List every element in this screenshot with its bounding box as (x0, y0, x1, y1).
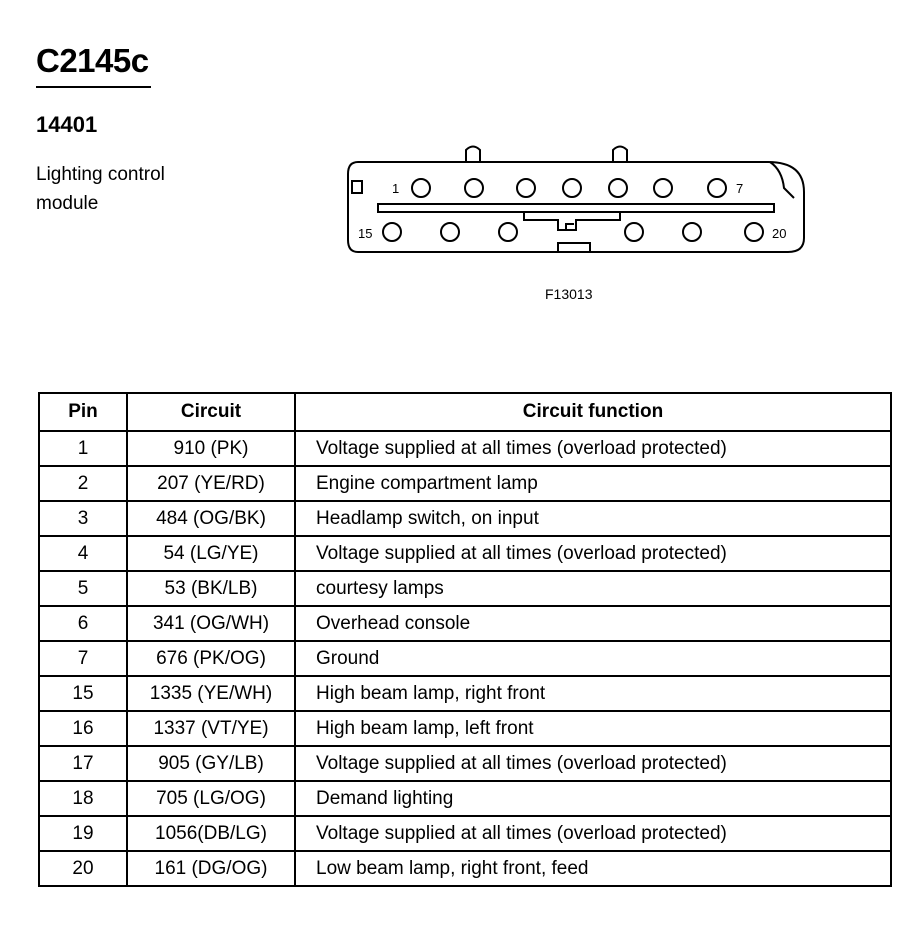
connector-key-bottom (558, 243, 590, 252)
table-row (39, 501, 891, 536)
component-name-line1: Lighting control (36, 164, 165, 185)
circuit-code: 54 (LG/YE) (127, 536, 295, 571)
connector-face-diagram (330, 140, 810, 260)
pin-number: 5 (39, 571, 127, 606)
circuit-function: Voltage supplied at all times (overload protected) (295, 816, 891, 851)
connector-body-outline (348, 162, 804, 252)
connector-pin (609, 179, 627, 197)
header-pin: Pin (39, 393, 127, 431)
pin-number: 17 (39, 746, 127, 781)
pin-number: 16 (39, 711, 127, 746)
table-header-row (39, 393, 891, 431)
connector-divider-rib (378, 204, 774, 212)
connector-pin (745, 223, 763, 241)
table-row (39, 781, 891, 816)
table-row (39, 466, 891, 501)
connector-key-left (352, 181, 362, 193)
pin-number: 20 (39, 851, 127, 886)
circuit-code: 341 (OG/WH) (127, 606, 295, 641)
table-row (39, 431, 891, 466)
pin-number: 15 (39, 676, 127, 711)
circuit-code: 1337 (VT/YE) (127, 711, 295, 746)
circuit-code: 161 (DG/OG) (127, 851, 295, 886)
connector-pin (383, 223, 401, 241)
circuit-function: Demand lighting (295, 781, 891, 816)
pin-number: 4 (39, 536, 127, 571)
connector-pin (499, 223, 517, 241)
circuit-code: 905 (GY/LB) (127, 746, 295, 781)
circuit-function: High beam lamp, left front (295, 711, 891, 746)
circuit-function: Voltage supplied at all times (overload protected) (295, 746, 891, 781)
connector-lock-tab-left (466, 147, 480, 163)
table-row (39, 571, 891, 606)
circuit-function: Headlamp switch, on input (295, 501, 891, 536)
connector-pin (517, 179, 535, 197)
circuit-function: Engine compartment lamp (295, 466, 891, 501)
pin-number: 1 (39, 431, 127, 466)
connector-pin (563, 179, 581, 197)
pin-table (38, 392, 892, 887)
component-number: 14401 (36, 112, 98, 137)
pin-number: 3 (39, 501, 127, 536)
circuit-code: 705 (LG/OG) (127, 781, 295, 816)
connector-pin (683, 223, 701, 241)
table-row (39, 606, 891, 641)
connector-lock-tab-right (613, 147, 627, 163)
circuit-function: High beam lamp, right front (295, 676, 891, 711)
header-function: Circuit function (295, 393, 891, 431)
pin-label-20: 20 (772, 226, 787, 241)
connector-pin (412, 179, 430, 197)
figure-code: F13013 (545, 286, 593, 302)
table-row (39, 816, 891, 851)
connector-pin (708, 179, 726, 197)
connector-pin (441, 223, 459, 241)
table-row (39, 536, 891, 571)
pin-number: 18 (39, 781, 127, 816)
connector-pin (625, 223, 643, 241)
component-name (36, 160, 256, 218)
table-row (39, 676, 891, 711)
pin-label-1: 1 (392, 181, 400, 196)
connector-id-title: C2145c (36, 42, 149, 79)
pin-number: 2 (39, 466, 127, 501)
connector-pin (465, 179, 483, 197)
table-row (39, 851, 891, 886)
connector-latch (524, 212, 620, 230)
circuit-code: 484 (OG/BK) (127, 501, 295, 536)
connector-pin (654, 179, 672, 197)
table-row (39, 746, 891, 781)
table-row (39, 711, 891, 746)
table-row (39, 641, 891, 676)
circuit-function: courtesy lamps (295, 571, 891, 606)
pin-number: 7 (39, 641, 127, 676)
component-name-line2: module (36, 193, 99, 214)
header-circuit: Circuit (127, 393, 295, 431)
pin-number: 6 (39, 606, 127, 641)
circuit-function: Voltage supplied at all times (overload protected) (295, 536, 891, 571)
pin-number: 19 (39, 816, 127, 851)
pin-label-7: 7 (736, 181, 744, 196)
circuit-code: 207 (YE/RD) (127, 466, 295, 501)
circuit-function: Overhead console (295, 606, 891, 641)
circuit-function: Low beam lamp, right front, feed (295, 851, 891, 886)
circuit-function: Ground (295, 641, 891, 676)
circuit-code: 1056(DB/LG) (127, 816, 295, 851)
title-underline (36, 86, 151, 88)
pin-label-15: 15 (358, 226, 373, 241)
circuit-code: 1335 (YE/WH) (127, 676, 295, 711)
circuit-code: 910 (PK) (127, 431, 295, 466)
circuit-code: 676 (PK/OG) (127, 641, 295, 676)
circuit-function: Voltage supplied at all times (overload protected) (295, 431, 891, 466)
circuit-code: 53 (BK/LB) (127, 571, 295, 606)
